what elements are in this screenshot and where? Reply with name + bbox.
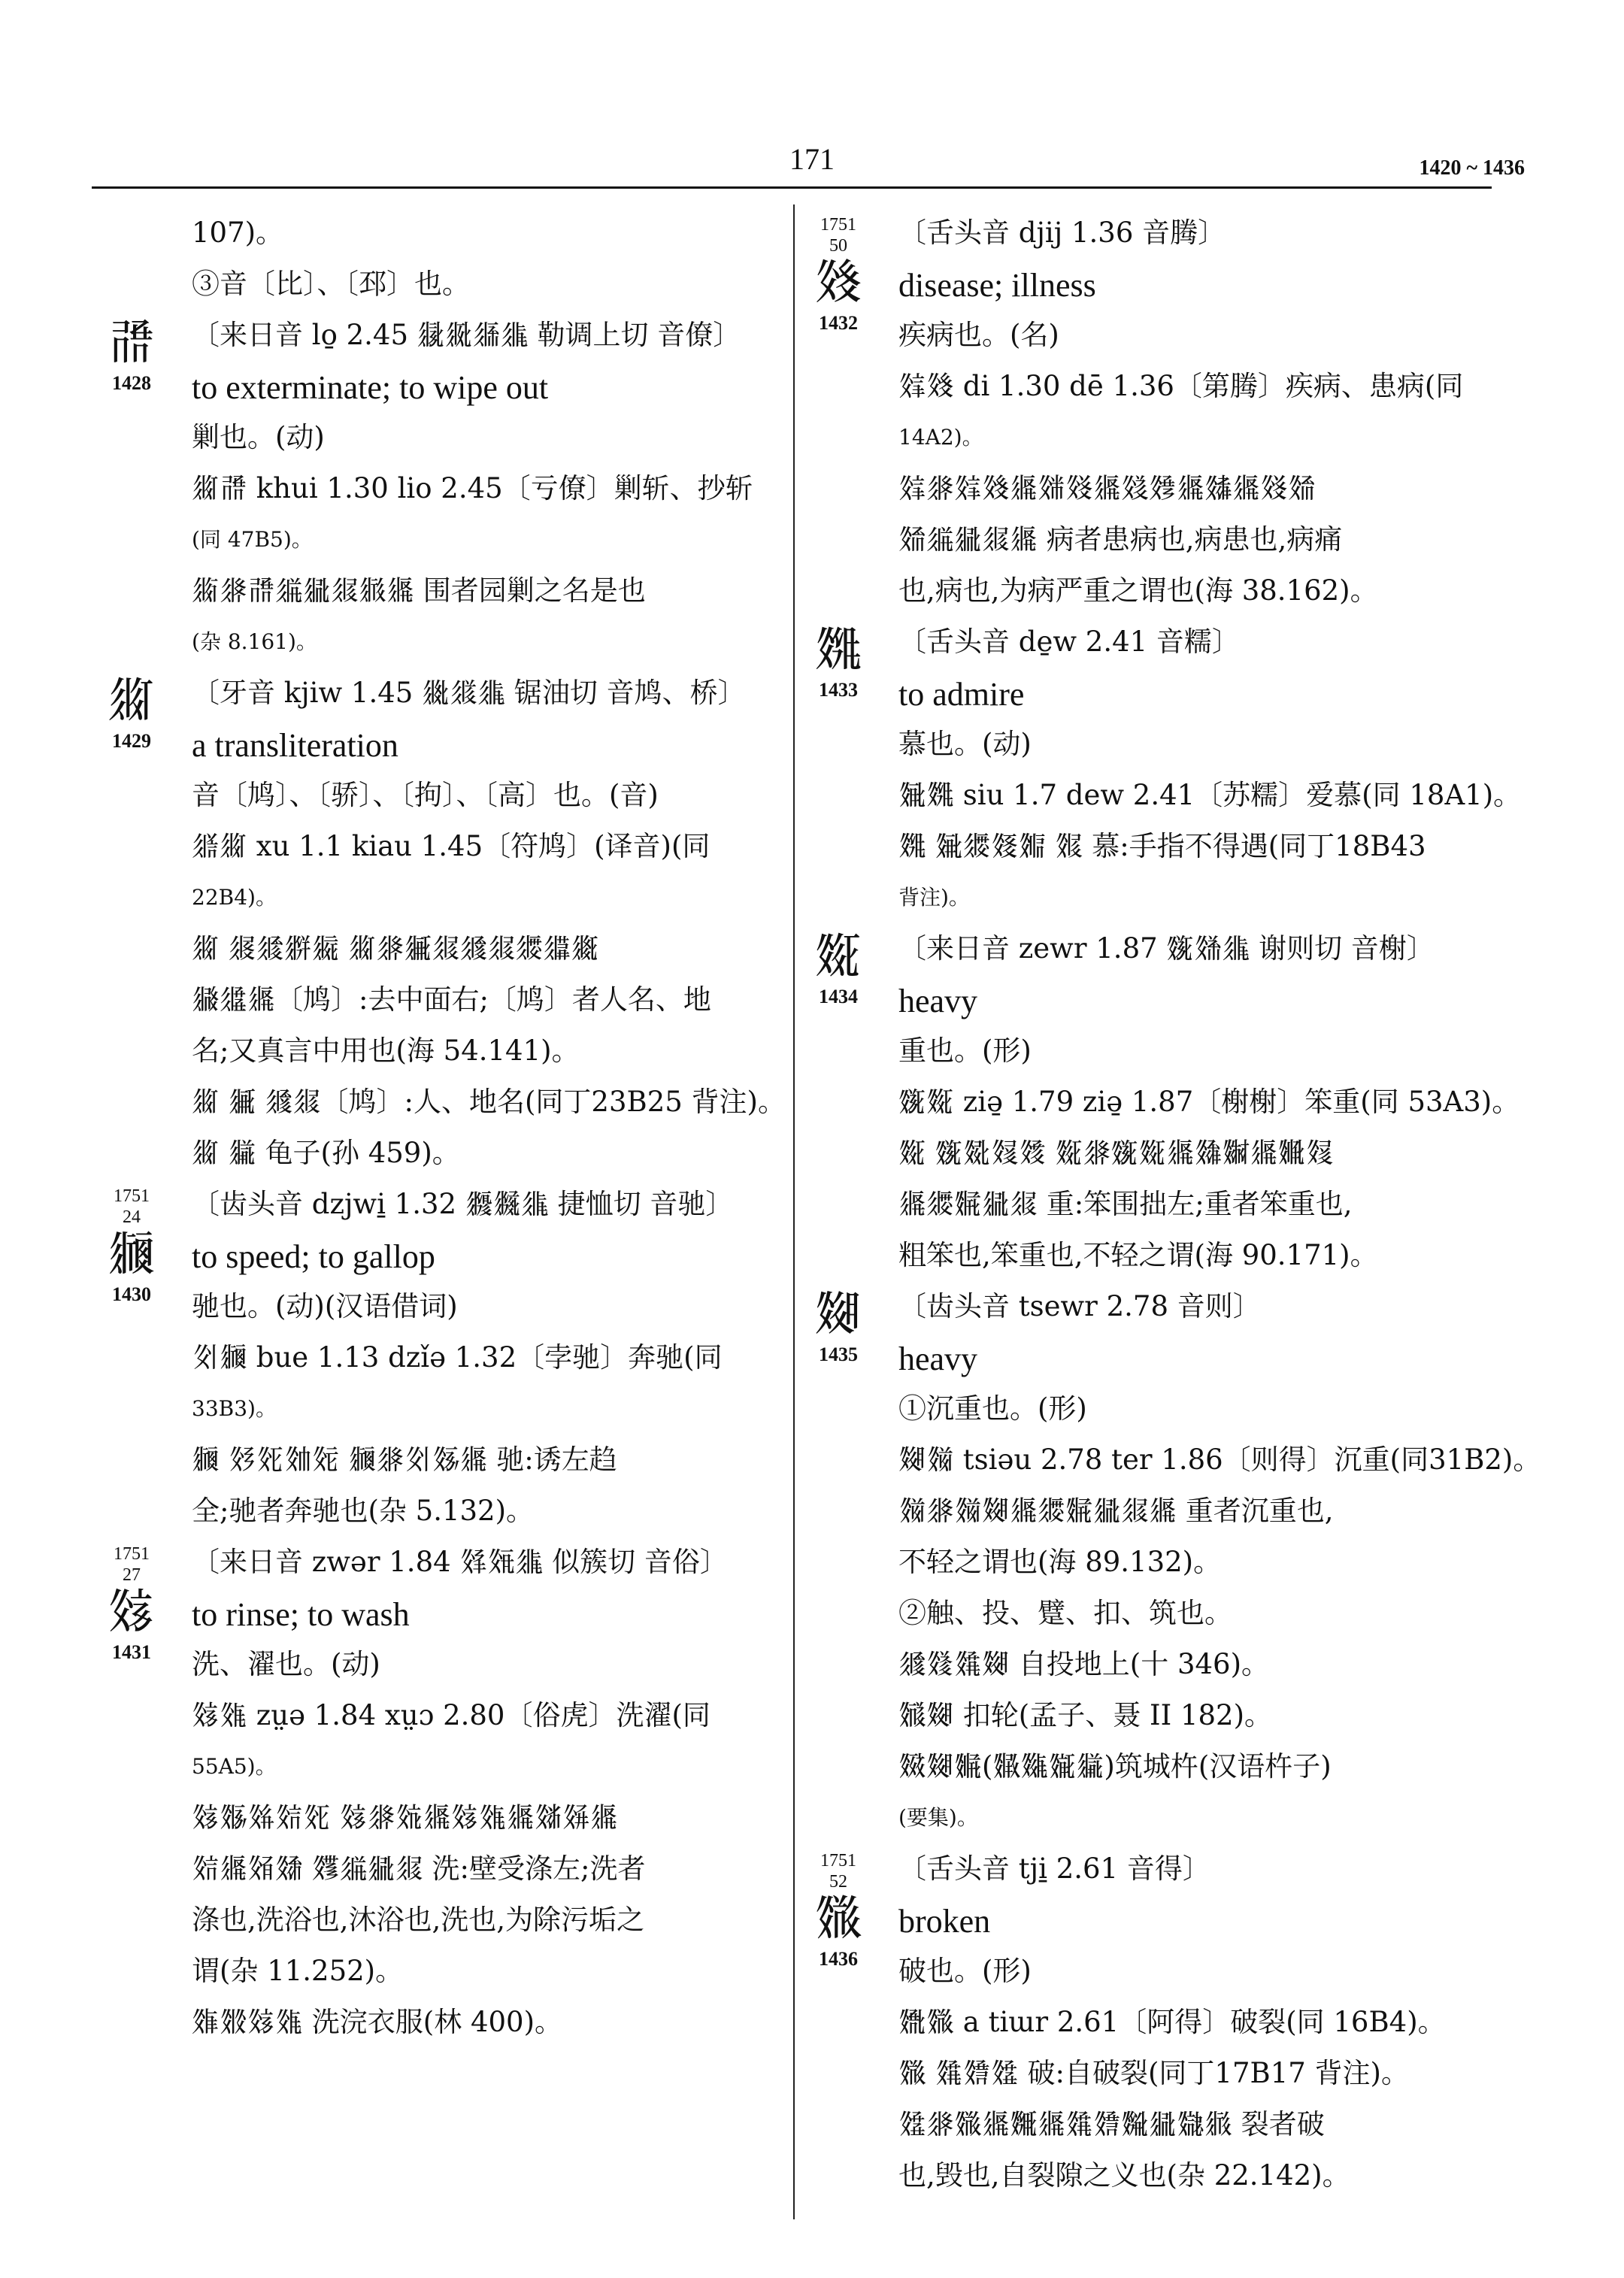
dictionary-entry <box>814 622 1530 916</box>
radical-index: 24 <box>123 1207 141 1227</box>
dictionary-entry <box>814 1850 1530 2195</box>
entry-number: 1428 <box>112 372 151 394</box>
radical-index: 50 <box>829 236 847 256</box>
radical-index: 1751 <box>820 1851 856 1871</box>
entry-line: 𗽍𗽌 siu 1.7 dew 2.41〔苏糯〕爱慕(同 18A1)。 <box>898 779 1522 811</box>
english-gloss: a transliteration <box>192 727 398 764</box>
entry-line: 𗽓𗽒 ziə̱ 1.79 ziə̱ 1.87〔榭榭〕笨重(同 53A3)。 <box>898 1086 1520 1118</box>
headword-glyph: 𗽦 <box>814 1891 862 1946</box>
entry-line: 𗼕 𗼠𗼡𗼢𗼣 𗼕𗼗𗼤𗼚𗼥𗼚𗼦𗼧𗼨 <box>192 932 599 965</box>
headword-glyph: 𗽄 <box>814 255 862 310</box>
english-gloss: to rinse; to wash <box>192 1596 410 1633</box>
dictionary-entry <box>814 1286 1541 1837</box>
entry-gutter <box>797 1288 880 1366</box>
radical-index: 1751 <box>114 1544 150 1564</box>
headword-glyph: 𗰠 <box>108 315 156 371</box>
english-gloss: to admire <box>898 676 1025 713</box>
entry-line: 𗽅𗽄 di 1.30 dē 1.36〔第腾〕疾病、患病(同 <box>898 370 1464 402</box>
entry-line: 𗽡𗽜𗽢(𗽣𗽤𗽥𗼫)筑城杵(汉语杵子) <box>898 1750 1332 1783</box>
entry-line: 〔齿头音 dzjwi̱ 1.32 𗼭𗼮𗼔 捷恤切 音驰〕 <box>192 1188 734 1220</box>
left-column <box>108 214 823 2055</box>
page-number: 171 <box>789 142 835 176</box>
entry-number: 1431 <box>112 1641 151 1663</box>
entry-gutter <box>90 1186 173 1306</box>
entry-line: 洗、濯也。(动) <box>192 1648 380 1680</box>
radical-index: 1751 <box>114 1186 150 1206</box>
radical-index: 1751 <box>820 215 856 235</box>
entry-line: 𗼩𗼪𗼜〔鸠〕:去中面右;〔鸠〕者人名、地 <box>192 983 711 1016</box>
entry-line: 名;又真言中用也(海 54.141)。 <box>192 1034 580 1067</box>
entry-line: 𗽒 𗽓𗽕𗽖𗽗 𗽒𗼗𗽓𗽒𗼜𗽘𗽙𗼜𗽚𗽖 <box>898 1137 1334 1169</box>
entry-range: 1420 ~ 1436 <box>1419 156 1525 180</box>
dictionary-entry <box>108 315 823 661</box>
entry-number: 1429 <box>112 730 151 752</box>
entry-line: 𗼯𗼬 bue 1.13 dzǐə 1.32〔孛驰〕奔驰(同 <box>192 1341 723 1374</box>
entry-line: 𗽩𗼗𗽦𗼜𗽪𗼜𗽟𗽨𗽫𗼙𗽬𗼛 裂者破 <box>898 2108 1325 2140</box>
entry-gutter <box>797 623 880 701</box>
headword-glyph: 𗼕 <box>108 673 156 729</box>
dictionary-entry <box>108 673 823 1172</box>
entry-line: 疾病也。(名) <box>898 319 1059 351</box>
english-gloss: disease; illness <box>898 267 1096 304</box>
entry-gutter <box>90 674 173 753</box>
entry-line: 音〔鸠〕、〔骄〕、〔拘〕、〔高〕也。(音) <box>192 779 659 811</box>
entry-line: 〔舌头音 tji̱ 2.61 音得〕 <box>898 1852 1210 1885</box>
entry-line: 𗽧𗽦 a tiɯr 2.61〔阿得〕破裂(同 16B4)。 <box>898 2006 1446 2038</box>
entry-line: 𗼥𗽞𗽟𗽜 自投地上(十 346)。 <box>898 1648 1270 1680</box>
entry-line: 全;驰者奔驰也(杂 5.132)。 <box>192 1495 535 1527</box>
entry-line: 〔齿头音 tsewr 2.78 音则〕 <box>898 1290 1261 1322</box>
entry-line: 𗼟𗼕 xu 1.1 kiau 1.45〔符鸠〕(译音)(同 <box>192 830 710 862</box>
entry-line: 33B3)。 <box>192 1396 277 1421</box>
entry-line: 涤也,洗浴也,沐浴也,洗也,为除污垢之 <box>192 1904 645 1936</box>
entry-line: 破也。(形) <box>898 1955 1032 1987</box>
english-gloss: heavy <box>898 983 978 1019</box>
entry-line: 𗽠𗽜 扣轮(孟子、聂 II 182)。 <box>898 1699 1273 1731</box>
dictionary-entry <box>108 1543 823 2041</box>
entry-gutter <box>90 1543 173 1664</box>
entry-line: 22B4)。 <box>192 885 277 910</box>
entry-line: ③音〔比〕、〔邳〕也。 <box>192 268 470 300</box>
entry-number: 1435 <box>819 1343 858 1365</box>
headword-glyph: 𗼵 <box>108 1584 156 1640</box>
radical-index: 27 <box>123 1565 141 1585</box>
entry-line: ①沉重也。(形) <box>898 1392 1087 1425</box>
headword-glyph: 𗽒 <box>814 928 862 984</box>
entry-gutter <box>797 930 880 1008</box>
header-rule <box>92 186 1492 189</box>
entry-line: (要集)。 <box>898 1805 978 1830</box>
entry-number: 1430 <box>112 1283 151 1305</box>
english-gloss: broken <box>898 1903 991 1940</box>
entry-gutter <box>797 1850 880 1971</box>
entry-number: 1436 <box>819 1948 858 1970</box>
entry-line: (杂 8.161)。 <box>192 629 317 654</box>
entry-line: 也,毁也,自裂隙之义也(杂 22.142)。 <box>898 2159 1350 2192</box>
entry-line: 𗽌 𗽎𗼦𗽏𗽐 𗽑 慕:手指不得遇(同丁18B43 <box>898 830 1426 862</box>
dictionary-entry <box>814 214 1530 610</box>
entry-line: 𗼜𗼦𗽛𗼙𗼚 重:笨围拙左;重者笨重也, <box>898 1188 1353 1220</box>
entry-line: 𗽜𗽝 tsiəu 2.78 ter 1.86〔则得〕沉重(同31B2)。 <box>898 1443 1541 1476</box>
headword-glyph: 𗽜 <box>814 1286 862 1342</box>
entry-line: 14A2)。 <box>898 425 983 450</box>
entry-line: 𗽝𗼗𗽝𗽜𗼜𗼦𗽛𗼙𗼚𗼜 重者沉重也, <box>898 1495 1334 1527</box>
entry-line: 〔来日音 zwər 1.84 𗼶𗼷𗼔 似簇切 音俗〕 <box>192 1546 728 1578</box>
entry-line: 背注)。 <box>898 885 970 910</box>
dictionary-entry <box>814 928 1530 1274</box>
entry-number: 1433 <box>819 679 858 701</box>
english-gloss: to exterminate; to wipe out <box>192 369 549 406</box>
english-gloss: heavy <box>898 1340 978 1377</box>
entry-line: 𗽋𗼘𗼙𗼚𗼜 病者患病也,病患也,病痛 <box>898 523 1343 556</box>
entry-number: 1432 <box>819 312 858 334</box>
entry-line: 𗼵𗼸 zṳə 1.84 xṳɔ 2.80〔俗虎〕洗濯(同 <box>192 1699 710 1731</box>
entry-line: 55A5)。 <box>192 1754 277 1779</box>
entry-line: 重也。(形) <box>898 1034 1032 1067</box>
entry-line: 〔舌头音 de̱w 2.41 音糯〕 <box>898 626 1240 658</box>
dictionary-entry <box>108 1186 823 1530</box>
entry-line: 𗼕 𗼫 龟子(孙 459)。 <box>192 1137 460 1169</box>
radical-index: 52 <box>829 1872 847 1892</box>
entry-line: 𗼻𗼜𗼿𗽀 𗽁𗼘𗼙𗼚 洗:壁受涤左;洗者 <box>192 1852 646 1885</box>
entry-line: 𗼵𗼹𗼺𗼻𗼱 𗼵𗼗𗼼𗼜𗼵𗼸𗼜𗼽𗼾𗼜 <box>192 1801 618 1834</box>
right-column <box>814 214 1541 2208</box>
entry-line: 〔牙音 kjiw 1.45 𗼝𗼞𗼔 锯油切 音鸠、桥〕 <box>192 677 746 709</box>
entry-line: 〔舌头音 djij 1.36 音腾〕 <box>898 217 1226 249</box>
entry-line: 〔来日音 zewr 1.87 𗽓𗽔𗼔 谢则切 音榭〕 <box>898 932 1435 965</box>
entry-line: 慕也。(动) <box>898 728 1032 760</box>
entry-line: 𗽦 𗽟𗽨𗽩 破:自破裂(同丁17B17 背注)。 <box>898 2057 1409 2089</box>
entry-gutter <box>90 317 173 395</box>
entry-line: 谓(杂 11.252)。 <box>192 1955 404 1987</box>
entry-line: 𗼖𗼗𗰠𗼘𗼙𗼚𗼛𗼜 围者园剿之名是也 <box>192 574 646 607</box>
entry-line: 𗼬 𗼰𗼱𗼲𗼳 𗼬𗼗𗼯𗼴𗼜 驰:诱左趋 <box>192 1443 617 1476</box>
entry-line: 驰也。(动)(汉语借词) <box>192 1290 458 1322</box>
entry-line: 也,病也,为病严重之谓也(海 38.162)。 <box>898 574 1378 607</box>
entry-line: (同 47B5)。 <box>192 527 313 552</box>
entry-number: 1434 <box>819 986 858 1007</box>
entry-line: 〔来日音 lo̱ 2.45 𗼑𗼒𗼓𗼔 勒调上切 音僚〕 <box>192 319 741 351</box>
entry-line: 𗼕 𗼤 𗼥𗼚〔鸠〕:人、地名(同丁23B25 背注)。 <box>192 1086 786 1118</box>
entry-line: 𗽅𗼗𗽅𗽄𗼜𗽆𗽇𗼜𗽈𗽉𗼜𗽊𗼜𗽇𗽋 <box>898 472 1316 504</box>
english-gloss: to speed; to gallop <box>192 1238 435 1275</box>
headword-glyph: 𗼬 <box>108 1226 156 1282</box>
entry-gutter <box>797 214 880 335</box>
headword-glyph: 𗽌 <box>814 622 862 677</box>
entry-line: 𗽂𗽃𗼵𗼸 洗浣衣服(林 400)。 <box>192 2006 563 2038</box>
entry-line: 107)。 <box>192 217 284 249</box>
entry-line: 不轻之谓也(海 89.132)。 <box>898 1546 1222 1578</box>
entry-line: ②触、投、躄、扣、筑也。 <box>898 1597 1232 1629</box>
entry-line: 粗笨也,笨重也,不轻之谓(海 90.171)。 <box>898 1239 1378 1271</box>
entry-line: 𗼕𗰠 khui 1.30 lio 2.45〔亏僚〕剿斩、抄斩 <box>192 472 753 504</box>
entry-line: 剿也。(动) <box>192 421 325 453</box>
